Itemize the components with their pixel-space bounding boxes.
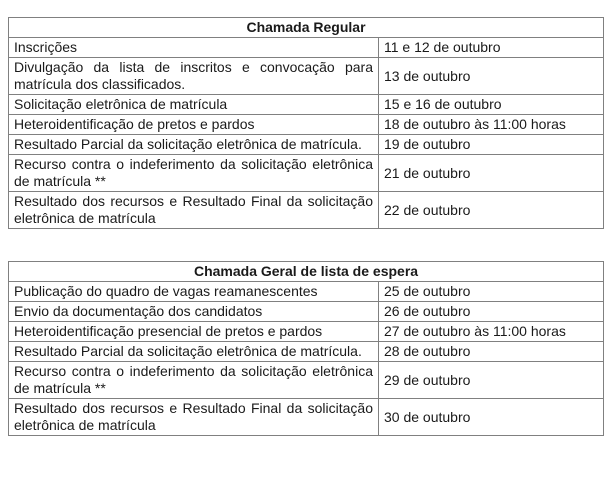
table-row bbox=[9, 342, 604, 362]
table-title: Chamada Geral de lista de espera bbox=[9, 262, 604, 282]
table-row bbox=[9, 115, 604, 135]
table-row bbox=[9, 155, 604, 192]
event-cell: Resultado Parcial da solicitação eletrônica de matrícula. bbox=[9, 342, 379, 362]
date-cell: 26 de outubro bbox=[379, 302, 604, 322]
table-row bbox=[9, 282, 604, 302]
date-cell: 18 de outubro às 11:00 horas bbox=[379, 115, 604, 135]
table-header-row bbox=[9, 262, 604, 282]
event-cell: Publicação do quadro de vagas reamanescentes bbox=[9, 282, 379, 302]
table-row bbox=[9, 58, 604, 95]
event-cell: Envio da documentação dos candidatos bbox=[9, 302, 379, 322]
date-cell: 27 de outubro às 11:00 horas bbox=[379, 322, 604, 342]
table-row bbox=[9, 135, 604, 155]
date-cell: 11 e 12 de outubro bbox=[379, 38, 604, 58]
event-cell: Recurso contra o indeferimento da solicitação eletrônica de matrícula ** bbox=[9, 362, 379, 399]
table-row bbox=[9, 302, 604, 322]
date-cell: 29 de outubro bbox=[379, 362, 604, 399]
table-title: Chamada Regular bbox=[9, 18, 604, 38]
table-row bbox=[9, 38, 604, 58]
event-cell: Recurso contra o indeferimento da solicitação eletrônica de matrícula ** bbox=[9, 155, 379, 192]
table-header-row bbox=[9, 18, 604, 38]
event-cell: Divulgação da lista de inscritos e convocação para matrícula dos classificados. bbox=[9, 58, 379, 95]
event-cell: Inscrições bbox=[9, 38, 379, 58]
table-row bbox=[9, 322, 604, 342]
date-cell: 19 de outubro bbox=[379, 135, 604, 155]
event-cell: Resultado Parcial da solicitação eletrônica de matrícula. bbox=[9, 135, 379, 155]
date-cell: 13 de outubro bbox=[379, 58, 604, 95]
table-row bbox=[9, 95, 604, 115]
date-cell: 21 de outubro bbox=[379, 155, 604, 192]
table-row bbox=[9, 192, 604, 229]
event-cell: Solicitação eletrônica de matrícula bbox=[9, 95, 379, 115]
table-row bbox=[9, 399, 604, 436]
event-cell: Resultado dos recursos e Resultado Final da solicitação eletrônica de matrícula bbox=[9, 192, 379, 229]
chamada-regular-table bbox=[8, 17, 604, 229]
date-cell: 30 de outubro bbox=[379, 399, 604, 436]
date-cell: 28 de outubro bbox=[379, 342, 604, 362]
event-cell: Resultado dos recursos e Resultado Final da solicitação eletrônica de matrícula bbox=[9, 399, 379, 436]
date-cell: 15 e 16 de outubro bbox=[379, 95, 604, 115]
event-cell: Heteroidentificação presencial de pretos e pardos bbox=[9, 322, 379, 342]
date-cell: 25 de outubro bbox=[379, 282, 604, 302]
event-cell: Heteroidentificação de pretos e pardos bbox=[9, 115, 379, 135]
table-row bbox=[9, 362, 604, 399]
lista-de-espera-table bbox=[8, 261, 604, 436]
date-cell: 22 de outubro bbox=[379, 192, 604, 229]
